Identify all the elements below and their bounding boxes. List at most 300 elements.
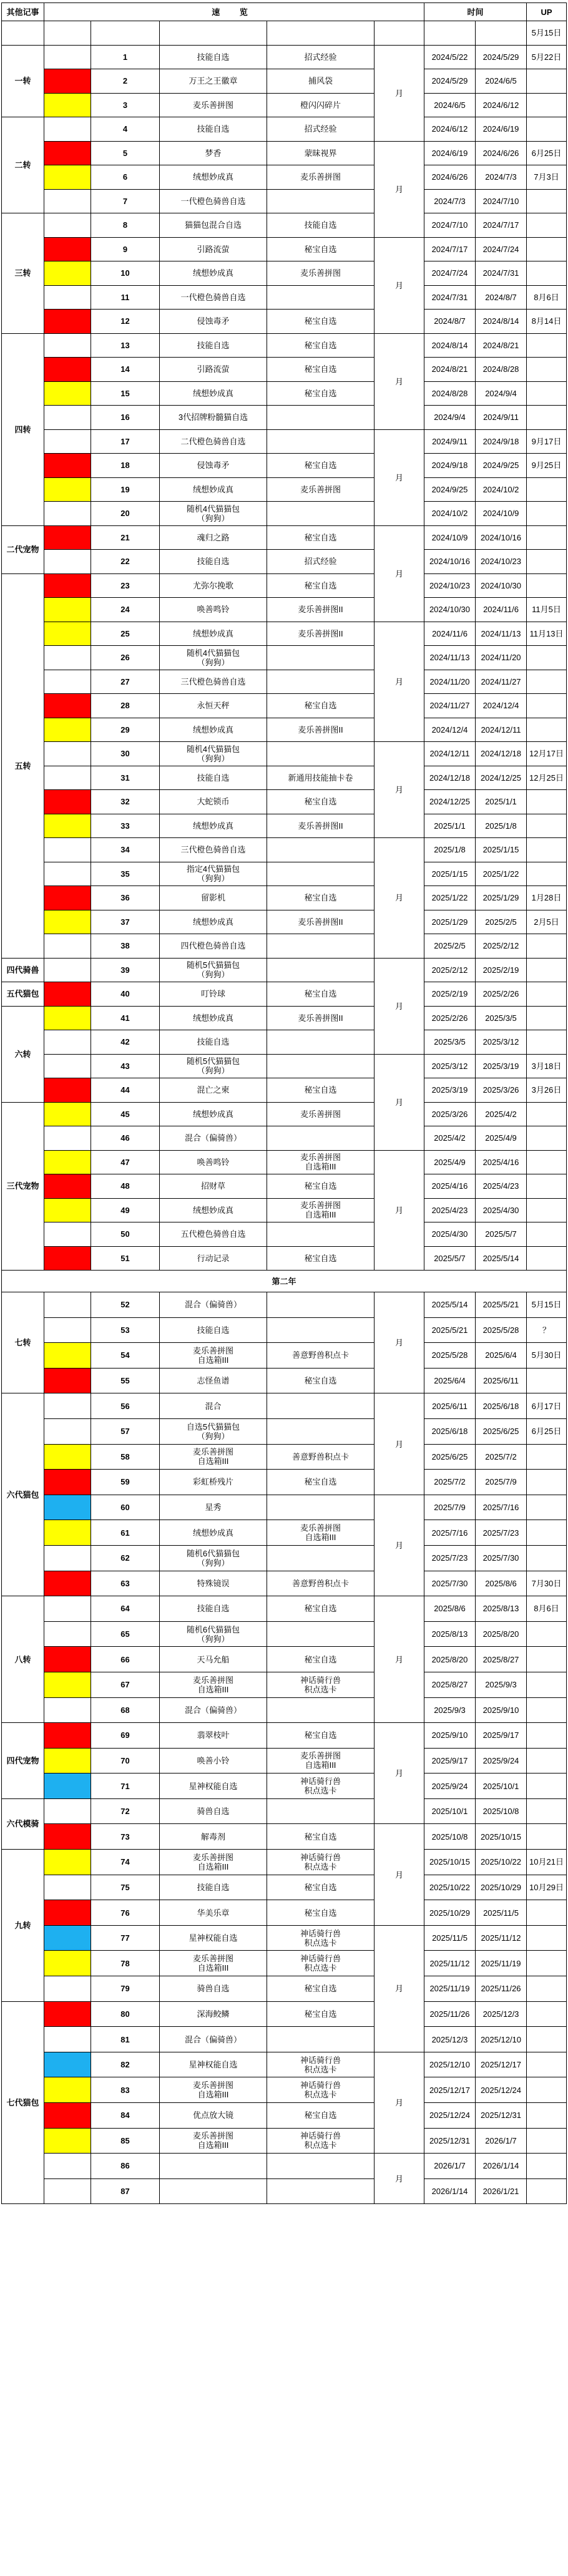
start-date: 2024/8/28 xyxy=(424,381,476,406)
end-date: 2025/4/30 xyxy=(476,1198,527,1222)
item-primary: 混亡之柬 xyxy=(160,1078,267,1103)
up-date xyxy=(527,2052,567,2077)
color-swatch xyxy=(44,1621,91,1647)
row-number: 57 xyxy=(91,1418,160,1444)
table-row xyxy=(2,1545,567,1571)
end-date: 2025/8/6 xyxy=(476,1571,527,1596)
end-date: 2025/1/15 xyxy=(476,838,527,862)
end-date: 2025/11/5 xyxy=(476,1900,527,1926)
end-date: 2024/12/18 xyxy=(476,742,527,766)
up-date xyxy=(527,525,567,550)
color-swatch xyxy=(44,622,91,646)
start-date: 2025/1/1 xyxy=(424,814,476,838)
row-number: 58 xyxy=(91,1444,160,1470)
start-date: 2025/2/12 xyxy=(424,958,476,982)
color-swatch xyxy=(44,1030,91,1055)
item-primary: 绒想妙成真 xyxy=(160,1102,267,1126)
item-secondary xyxy=(267,502,375,526)
start-date: 2025/1/29 xyxy=(424,910,476,934)
item-primary: 彩虹桥残片 xyxy=(160,1470,267,1495)
up-date xyxy=(527,1798,567,1824)
item-primary: 三代橙色骑兽自选 xyxy=(160,670,267,694)
end-date: 2024/10/16 xyxy=(476,525,527,550)
row-number: 63 xyxy=(91,1571,160,1596)
up-date xyxy=(527,1976,567,2002)
month-cell: 月 xyxy=(375,622,424,742)
row-number: 69 xyxy=(91,1723,160,1749)
item-secondary xyxy=(267,1054,375,1078)
time-header: 时间 xyxy=(424,3,527,21)
up-date: 5月15日 xyxy=(527,21,567,46)
color-swatch xyxy=(44,285,91,310)
item-secondary xyxy=(267,1798,375,1824)
up-date xyxy=(527,406,567,430)
item-primary: 混合（偏骑兽） xyxy=(160,1292,267,1318)
row-number: 21 xyxy=(91,525,160,550)
start-date: 2024/7/3 xyxy=(424,189,476,213)
table-row xyxy=(2,1102,567,1126)
month-cell: 月 xyxy=(375,1150,424,1271)
start-date: 2024/12/11 xyxy=(424,742,476,766)
row-number: 80 xyxy=(91,2001,160,2027)
item-secondary: 麦乐善拼图II xyxy=(267,1006,375,1030)
start-date: 2025/5/14 xyxy=(424,1292,476,1318)
end-date: 2025/11/19 xyxy=(476,1951,527,1976)
start-date: 2024/11/27 xyxy=(424,694,476,718)
month-cell: 月 xyxy=(375,141,424,237)
end-date: 2024/11/13 xyxy=(476,622,527,646)
start-date: 2025/4/9 xyxy=(424,1150,476,1174)
item-secondary: 技能自选 xyxy=(267,213,375,238)
table-row xyxy=(2,1470,567,1495)
color-swatch xyxy=(44,165,91,190)
row-number: 46 xyxy=(91,1126,160,1151)
table-row xyxy=(2,45,567,69)
item-primary: 三代橙色骑兽自选 xyxy=(160,838,267,862)
item-primary xyxy=(160,2154,267,2179)
color-swatch xyxy=(44,21,91,46)
end-date: 2025/6/18 xyxy=(476,1393,527,1419)
item-primary: 随机4代猫猫包 （狗狗） xyxy=(160,502,267,526)
item-secondary: 秘宝自选 xyxy=(267,1174,375,1199)
color-swatch xyxy=(44,1198,91,1222)
end-date: 2024/7/31 xyxy=(476,261,527,286)
item-primary: 绒想妙成真 xyxy=(160,814,267,838)
item-primary: 梦香 xyxy=(160,141,267,165)
end-date: 2025/10/15 xyxy=(476,1824,527,1850)
start-date: 2024/6/12 xyxy=(424,117,476,142)
item-primary: 魂归之路 xyxy=(160,525,267,550)
up-date xyxy=(527,1697,567,1723)
up-date xyxy=(527,69,567,94)
start-date: 2025/6/25 xyxy=(424,1444,476,1470)
item-secondary: 秘宝自选 xyxy=(267,333,375,358)
item-primary: 优点放大镜 xyxy=(160,2103,267,2129)
start-date: 2024/7/31 xyxy=(424,285,476,310)
table-row xyxy=(2,622,567,646)
table-row xyxy=(2,1647,567,1672)
end-date: 2024/12/11 xyxy=(476,718,527,742)
up-date xyxy=(527,1621,567,1647)
month-cell: 月 xyxy=(375,1925,424,2052)
item-secondary xyxy=(267,646,375,670)
note-cell: 七代猫包 xyxy=(2,2001,44,2204)
row-number: 82 xyxy=(91,2052,160,2077)
start-date: 2025/2/5 xyxy=(424,934,476,959)
up-date: 6月25日 xyxy=(527,141,567,165)
table-row xyxy=(2,1596,567,1622)
end-date: 2025/4/23 xyxy=(476,1174,527,1199)
start-date: 2025/10/8 xyxy=(424,1824,476,1850)
item-secondary: 麦乐善拼图II xyxy=(267,910,375,934)
item-secondary: 麦乐善拼图 xyxy=(267,261,375,286)
item-secondary: 麦乐善拼图 自选箱III xyxy=(267,1748,375,1773)
color-swatch xyxy=(44,1875,91,1900)
row-number: 42 xyxy=(91,1030,160,1055)
color-swatch xyxy=(44,814,91,838)
color-swatch xyxy=(44,333,91,358)
end-date: 2025/6/11 xyxy=(476,1368,527,1393)
row-number: 73 xyxy=(91,1824,160,1850)
item-primary: 绒想妙成真 xyxy=(160,381,267,406)
start-date: 2024/7/24 xyxy=(424,261,476,286)
color-swatch xyxy=(44,886,91,910)
start-date: 2025/11/5 xyxy=(424,1925,476,1951)
item-primary: 技能自选 xyxy=(160,333,267,358)
row-number: 83 xyxy=(91,2077,160,2103)
table-row xyxy=(2,1292,567,1318)
item-secondary xyxy=(267,1292,375,1318)
start-date: 2025/7/16 xyxy=(424,1520,476,1546)
color-swatch xyxy=(44,1470,91,1495)
up-date xyxy=(527,1102,567,1126)
row-number: 53 xyxy=(91,1317,160,1343)
item-secondary: 麦乐善拼图 自选箱III xyxy=(267,1150,375,1174)
color-swatch xyxy=(44,1976,91,2002)
item-primary: 技能自选 xyxy=(160,766,267,790)
item-secondary xyxy=(267,1621,375,1647)
start-date: 2024/10/30 xyxy=(424,598,476,622)
up-date xyxy=(527,2027,567,2052)
color-swatch xyxy=(44,2001,91,2027)
row-number: 52 xyxy=(91,1292,160,1318)
item-secondary: 秘宝自选 xyxy=(267,310,375,334)
table-row xyxy=(2,141,567,165)
item-secondary xyxy=(267,742,375,766)
note-cell: 三转 xyxy=(2,213,44,334)
color-swatch xyxy=(44,189,91,213)
color-swatch xyxy=(44,862,91,886)
month-cell: 月 xyxy=(375,1495,424,1596)
row-number: 10 xyxy=(91,261,160,286)
table-row xyxy=(2,766,567,790)
item-secondary xyxy=(267,1393,375,1419)
row-number: 35 xyxy=(91,862,160,886)
end-date: 2025/11/26 xyxy=(476,1976,527,2002)
schedule-table xyxy=(1,2,567,2204)
row-number: 1 xyxy=(91,45,160,69)
color-swatch xyxy=(44,1824,91,1850)
up-date: 8月6日 xyxy=(527,285,567,310)
up-date: 10月29日 xyxy=(527,1875,567,1900)
table-row xyxy=(2,1006,567,1030)
end-date: 2025/2/26 xyxy=(476,982,527,1007)
item-primary: 万王之王徽章 xyxy=(160,69,267,94)
up-date xyxy=(527,1951,567,1976)
up-date: 9月17日 xyxy=(527,429,567,454)
row-number: 60 xyxy=(91,1495,160,1520)
up-date: 8月14日 xyxy=(527,310,567,334)
item-primary: 引路流萤 xyxy=(160,358,267,382)
item-secondary: 神话骑行兽 积点选卡 xyxy=(267,1951,375,1976)
item-secondary: 秘宝自选 xyxy=(267,886,375,910)
start-date: 2025/4/30 xyxy=(424,1222,476,1247)
start-date: 2024/5/22 xyxy=(424,45,476,69)
color-swatch xyxy=(44,2103,91,2129)
row-number: 56 xyxy=(91,1393,160,1419)
row-number xyxy=(91,21,160,46)
end-date: 2024/6/12 xyxy=(476,93,527,117)
item-secondary: 秘宝自选 xyxy=(267,1875,375,1900)
row-number: 68 xyxy=(91,1697,160,1723)
month-cell: 月 xyxy=(375,1393,424,1495)
row-number: 86 xyxy=(91,2154,160,2179)
end-date: 2025/1/8 xyxy=(476,814,527,838)
up-date xyxy=(527,2103,567,2129)
end-date xyxy=(476,21,527,46)
up-date: ？ xyxy=(527,1317,567,1343)
item-primary: 大蛇锁币 xyxy=(160,790,267,814)
end-date: 2025/7/23 xyxy=(476,1520,527,1546)
start-date: 2026/1/14 xyxy=(424,2178,476,2204)
item-primary: 麦乐善拼图 自选箱III xyxy=(160,2077,267,2103)
row-number: 72 xyxy=(91,1798,160,1824)
end-date: 2024/7/24 xyxy=(476,237,527,261)
start-date: 2024/8/7 xyxy=(424,310,476,334)
end-date: 2025/6/4 xyxy=(476,1343,527,1368)
row-number: 15 xyxy=(91,381,160,406)
start-date: 2024/6/19 xyxy=(424,141,476,165)
start-date: 2025/3/5 xyxy=(424,1030,476,1055)
color-swatch xyxy=(44,381,91,406)
table-row xyxy=(2,1418,567,1444)
item-secondary: 秘宝自选 xyxy=(267,1246,375,1271)
start-date: 2025/5/28 xyxy=(424,1343,476,1368)
start-date: 2024/6/26 xyxy=(424,165,476,190)
item-secondary xyxy=(267,1697,375,1723)
item-secondary: 秘宝自选 xyxy=(267,1900,375,1926)
color-swatch xyxy=(44,1292,91,1318)
up-date xyxy=(527,1748,567,1773)
start-date: 2025/9/24 xyxy=(424,1773,476,1799)
end-date: 2025/4/16 xyxy=(476,1150,527,1174)
row-number: 31 xyxy=(91,766,160,790)
up-date: 7月3日 xyxy=(527,165,567,190)
item-secondary xyxy=(267,862,375,886)
table-row xyxy=(2,525,567,550)
table-row xyxy=(2,1925,567,1951)
row-number: 4 xyxy=(91,117,160,142)
item-primary: 麦乐善拼图 自选箱III xyxy=(160,1951,267,1976)
row-number: 79 xyxy=(91,1976,160,2002)
item-secondary: 善意野兽积点卡 xyxy=(267,1444,375,1470)
end-date: 2024/11/6 xyxy=(476,598,527,622)
up-date xyxy=(527,237,567,261)
start-date: 2025/4/16 xyxy=(424,1174,476,1199)
up-date xyxy=(527,1545,567,1571)
item-secondary: 招式经验 xyxy=(267,550,375,574)
row-number: 32 xyxy=(91,790,160,814)
start-date: 2025/3/26 xyxy=(424,1102,476,1126)
month-cell xyxy=(375,21,424,46)
end-date: 2025/3/5 xyxy=(476,1006,527,1030)
row-number: 85 xyxy=(91,2128,160,2154)
row-number: 34 xyxy=(91,838,160,862)
end-date: 2025/6/25 xyxy=(476,1418,527,1444)
item-secondary: 秘宝自选 xyxy=(267,525,375,550)
end-date: 2025/9/17 xyxy=(476,1723,527,1749)
item-secondary: 神话骑行兽 积点选卡 xyxy=(267,1925,375,1951)
end-date: 2025/12/3 xyxy=(476,2001,527,2027)
month-cell: 月 xyxy=(375,333,424,429)
month-cell: 月 xyxy=(375,429,424,525)
end-date: 2025/7/9 xyxy=(476,1470,527,1495)
row-number: 9 xyxy=(91,237,160,261)
up-date: 6月25日 xyxy=(527,1418,567,1444)
up-date: 7月30日 xyxy=(527,1571,567,1596)
item-secondary xyxy=(267,838,375,862)
up-date xyxy=(527,333,567,358)
table-row xyxy=(2,358,567,382)
note-cell: 二转 xyxy=(2,117,44,213)
row-number: 81 xyxy=(91,2027,160,2052)
item-primary: 二代橙色骑兽自选 xyxy=(160,429,267,454)
item-secondary: 捕风袋 xyxy=(267,69,375,94)
row-number: 33 xyxy=(91,814,160,838)
note-cell: 九转 xyxy=(2,1850,44,2002)
end-date: 2024/7/3 xyxy=(476,165,527,190)
up-header: UP xyxy=(527,3,567,21)
up-date: 3月18日 xyxy=(527,1054,567,1078)
note-cell: 八转 xyxy=(2,1596,44,1723)
table-row xyxy=(2,1672,567,1697)
start-date: 2025/9/3 xyxy=(424,1697,476,1723)
up-date xyxy=(527,1470,567,1495)
table-row xyxy=(2,1976,567,2002)
start-date: 2025/7/30 xyxy=(424,1571,476,1596)
row-number: 11 xyxy=(91,285,160,310)
item-secondary: 麦乐善拼图 自选箱III xyxy=(267,1520,375,1546)
end-date: 2025/11/12 xyxy=(476,1925,527,1951)
table-row xyxy=(2,1030,567,1055)
start-date: 2024/10/23 xyxy=(424,573,476,598)
end-date: 2026/1/14 xyxy=(476,2154,527,2179)
schedule-body xyxy=(2,3,567,2204)
up-date xyxy=(527,1824,567,1850)
item-secondary: 秘宝自选 xyxy=(267,694,375,718)
table-row xyxy=(2,213,567,238)
start-date: 2025/3/19 xyxy=(424,1078,476,1103)
start-date: 2025/6/18 xyxy=(424,1418,476,1444)
table-row xyxy=(2,1723,567,1749)
end-date: 2025/1/29 xyxy=(476,886,527,910)
start-date: 2024/11/6 xyxy=(424,622,476,646)
up-date xyxy=(527,117,567,142)
item-primary xyxy=(160,2178,267,2204)
item-primary: 技能自选 xyxy=(160,45,267,69)
table-row xyxy=(2,1495,567,1520)
item-primary: 麦乐善拼图 自选箱III xyxy=(160,2128,267,2154)
up-date: 2月5日 xyxy=(527,910,567,934)
item-secondary xyxy=(267,958,375,982)
item-secondary xyxy=(267,1126,375,1151)
color-swatch xyxy=(44,213,91,238)
up-date xyxy=(527,790,567,814)
item-secondary: 秘宝自选 xyxy=(267,1976,375,2002)
item-primary: 绒想妙成真 xyxy=(160,1006,267,1030)
table-row xyxy=(2,1246,567,1271)
item-secondary: 秘宝自选 xyxy=(267,573,375,598)
item-primary: 绒想妙成真 xyxy=(160,1198,267,1222)
item-primary: 深海鲛鳞 xyxy=(160,2001,267,2027)
end-date: 2025/9/3 xyxy=(476,1672,527,1697)
up-date xyxy=(527,93,567,117)
notes-header: 其他记事 xyxy=(2,3,44,21)
header-row xyxy=(2,3,567,21)
color-swatch xyxy=(44,573,91,598)
color-swatch xyxy=(44,2027,91,2052)
start-date: 2024/11/13 xyxy=(424,646,476,670)
item-secondary xyxy=(267,1495,375,1520)
up-date xyxy=(527,694,567,718)
table-row xyxy=(2,117,567,142)
item-primary: 麦乐善拼图 自选箱III xyxy=(160,1672,267,1697)
item-primary: 一代橙色骑兽自选 xyxy=(160,285,267,310)
row-number: 19 xyxy=(91,477,160,502)
up-date xyxy=(527,2178,567,2204)
end-date: 2025/9/10 xyxy=(476,1697,527,1723)
color-swatch xyxy=(44,2077,91,2103)
color-swatch xyxy=(44,502,91,526)
month-cell: 月 xyxy=(375,958,424,1054)
table-row xyxy=(2,502,567,526)
item-primary: 绒想妙成真 xyxy=(160,718,267,742)
item-primary: 五代橙色骑兽自选 xyxy=(160,1222,267,1247)
end-date: 2024/9/4 xyxy=(476,381,527,406)
end-date: 2024/8/21 xyxy=(476,333,527,358)
end-date: 2025/12/31 xyxy=(476,2103,527,2129)
item-secondary: 麦乐善拼图 xyxy=(267,477,375,502)
color-swatch xyxy=(44,1102,91,1126)
end-date: 2024/10/30 xyxy=(476,573,527,598)
start-date: 2025/11/19 xyxy=(424,1976,476,2002)
item-primary: 随机5代猫猫包 （狗狗） xyxy=(160,1054,267,1078)
color-swatch xyxy=(44,1647,91,1672)
color-swatch xyxy=(44,310,91,334)
item-primary: 混合（偏骑兽） xyxy=(160,1697,267,1723)
up-date xyxy=(527,213,567,238)
item-secondary xyxy=(267,429,375,454)
item-secondary xyxy=(267,1030,375,1055)
row-number: 14 xyxy=(91,358,160,382)
item-secondary: 秘宝自选 xyxy=(267,1470,375,1495)
up-date xyxy=(527,862,567,886)
start-date: 2025/10/29 xyxy=(424,1900,476,1926)
item-secondary: 秘宝自选 xyxy=(267,358,375,382)
up-date xyxy=(527,838,567,862)
item-secondary: 秘宝自选 xyxy=(267,1596,375,1622)
item-secondary: 秘宝自选 xyxy=(267,1824,375,1850)
